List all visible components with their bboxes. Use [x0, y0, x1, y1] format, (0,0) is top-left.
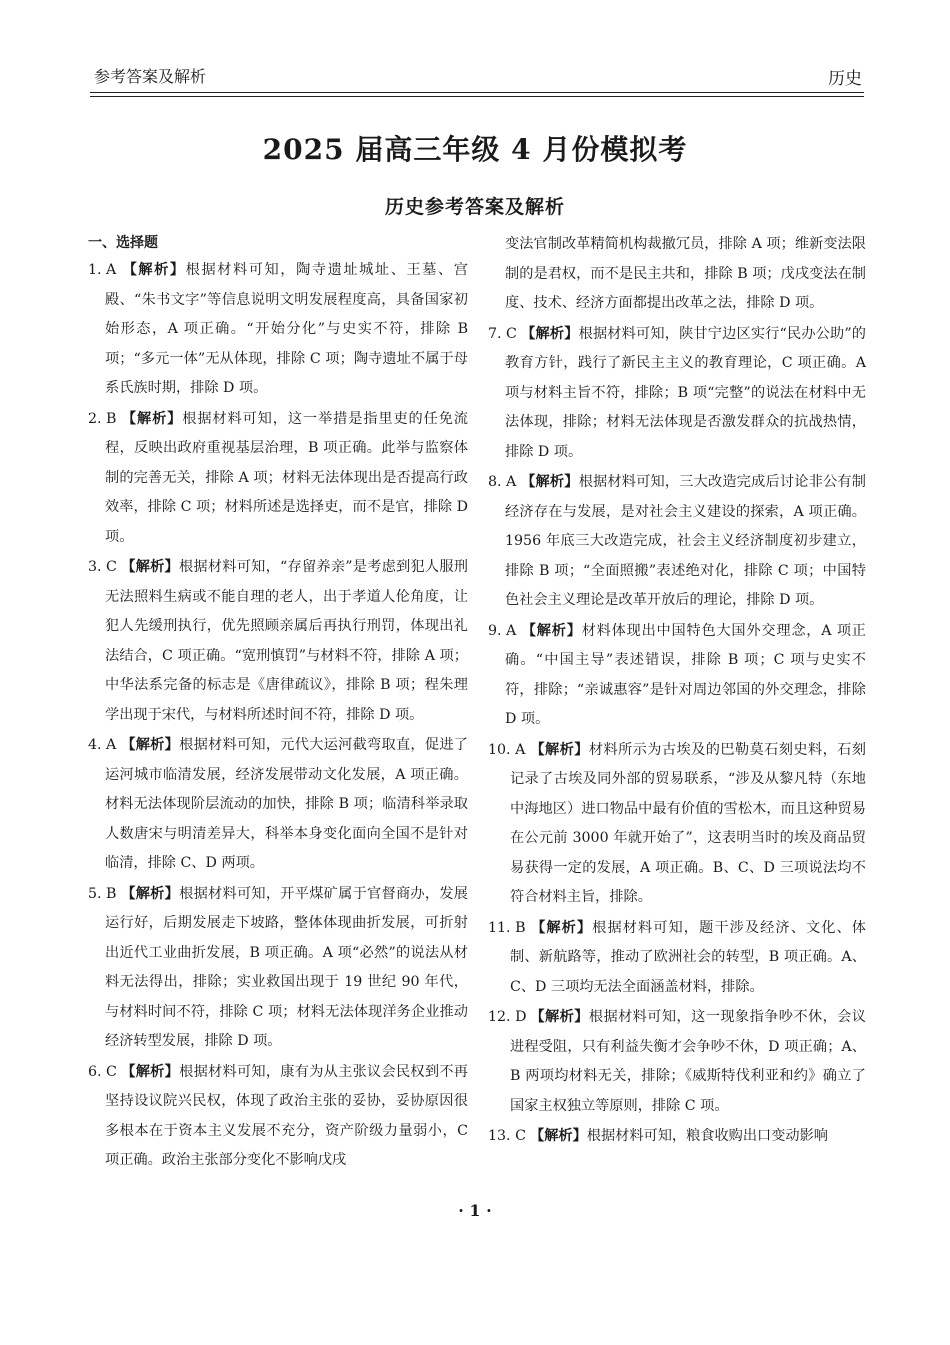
continued-answer-6: 变法官制改革精简机构裁撤冗员，排除 A 项；维新变法限制的是君权，而不是民主共和，排除 B 项；戊戌变法在制度、技术、经济方面都提出改革之法，排除 D 项。: [505, 236, 866, 311]
section-heading: 一、选择题: [88, 235, 158, 251]
answer-text: 根据材料可知，陶寺遗址城址、王墓、宫殿、“朱书文字”等信息说明文明发展程度高，具备国家初始形态，A 项正确。“开始分化”与史实不符，排除 B 项；“多元一体”无从体现，排除 C 项；陶寺遗址不属于母系氏族时期，排除 D 项。: [105, 262, 468, 396]
analysis-tag: 【解析】: [121, 885, 180, 902]
analysis-tag: 【解析】: [521, 325, 579, 342]
page-title: 2025 届高三年级 4 月份模拟考: [262, 133, 688, 166]
answer-number: 13. C: [488, 1128, 526, 1144]
analysis-tag: 【解析】: [530, 1009, 589, 1025]
answer-text: 根据材料可知，粮食收购出口变动影响: [586, 1128, 828, 1144]
left-column: [88, 230, 468, 1177]
analysis-tag: 【解析】: [121, 737, 180, 753]
answer-number: 10. A: [488, 741, 526, 758]
answer-number: 4. A: [88, 737, 117, 753]
analysis-tag: 【解析】: [121, 262, 186, 278]
header-rule-top: [90, 92, 864, 93]
answer-number: 2. B: [88, 410, 117, 427]
header-doc-type: 参考答案及解析: [94, 67, 207, 86]
answer-number: 1. A: [88, 262, 117, 278]
answer-item: [88, 1058, 468, 1176]
answer-item: [88, 731, 468, 879]
page-number: · 1 ·: [458, 1201, 492, 1220]
answer-text: 根据材料可知，陕甘宁边区实行“民办公助”的教育方针，践行了新民主主义的教育理论，C 项正确。A 项与材料主旨不符，排除；B 项“完整”的说法在材料中无法体现，排除；材料无法体现是否激发群众的抗战热情，排除 D 项。: [505, 325, 866, 460]
answer-text: 根据材料可知，元代大运河截弯取直，促进了运河城市临清发展，经济发展带动文化发展，A 项正确。材料无法体现阶层流动的加快，排除 B 项；临清科举录取人数唐宋与明清差异大，科举本身变化面向全国不是针对临清，排除 C、D 两项。: [105, 737, 468, 871]
analysis-tag: 【解析】: [121, 559, 179, 575]
answer-text: 材料所示为古埃及的巴勒莫石刻史料，石刻记录了古埃及同外部的贸易联系，“涉及从黎凡特（东地中海地区）进口物品中最有价值的雪松木，而且这种贸易在公元前 3000 年就开始了”，这表明当时的埃及商品贸易获得一定的发展，A 项正确。B、C、D 三项说法均不符合材料主旨，排除。: [510, 741, 866, 905]
answer-number: 5. B: [88, 885, 117, 902]
answer-text: 根据材料可知，开平煤矿属于官督商办，发展运行好，后期发展走下坡路，整体体现曲折发展，可折射出近代工业曲折发展，B 项正确。A 项“必然”的说法从材料无法得出，排除；实业救国出现于 19 世纪 90 年代，与材料时间不符，排除 C 项；材料无法体现洋务企业推动经济转型发展，排除 D 项。: [105, 885, 468, 1049]
answer-item: [488, 914, 866, 1003]
analysis-tag: 【解析】: [530, 919, 593, 936]
answer-number: 11. B: [488, 919, 526, 936]
header-rule-bottom: [90, 96, 864, 97]
answer-number: 9. A: [488, 622, 517, 639]
answer-item: [488, 1003, 866, 1121]
answer-number: 8. A: [488, 474, 517, 490]
analysis-tag: 【解析】: [530, 1128, 587, 1144]
answer-text: 根据材料可知，三大改造完成后讨论非公有制经济存在与发展，是对社会主义建设的探索，A 项正确。1956 年底三大改造完成，社会主义经济制度初步建立，排除 B 项；“全面照搬”表述绝对化，排除 C 项；中国特色社会主义理论是改革开放后的理论，排除 D 项。: [505, 474, 866, 608]
analysis-tag: 【解析】: [521, 622, 582, 639]
page-header: [90, 58, 864, 94]
answer-number: 12. D: [488, 1009, 527, 1025]
header-subject: 历史: [828, 69, 862, 89]
page-subtitle: 历史参考答案及解析: [384, 196, 565, 218]
answer-item: [488, 617, 866, 735]
answer-text: 材料体现出中国特色大国外交理念，A 项正确。“中国主导”表述错误，排除 B 项；C 项与史实不符，排除；“亲诚惠容”是针对周边邻国的外交理念，排除 D 项。: [505, 622, 866, 727]
analysis-tag: 【解析】: [521, 474, 579, 490]
answer-text: 根据材料可知，这一举措是指里吏的任免流程，反映出政府重视基层治理，B 项正确。此举与监察体制的完善无关，排除 A 项；材料无法体现出是否提高行政效率，排除 C 项；材料所述是选择吏，而不是官，排除 D 项。: [105, 410, 468, 545]
answer-item: [88, 256, 468, 404]
answer-number: 3. C: [88, 559, 117, 575]
answer-item: [488, 468, 866, 616]
answer-item: [488, 736, 866, 913]
answer-number: 7. C: [488, 325, 517, 342]
answer-text: 根据材料可知，题干涉及经济、文化、体制、新航路等，推动了欧洲社会的转型，B 项正确。A、C、D 三项均无法全面涵盖材料，排除。: [510, 919, 866, 995]
answer-item: [88, 405, 468, 553]
analysis-tag: 【解析】: [121, 410, 183, 427]
answer-text: 根据材料可知，“存留养亲”是考虑到犯人服刑无法照料生病或不能自理的老人，出于孝道人伦角度，让犯人先缓刑执行，优先照顾亲属后再执行刑罚，体现出礼法结合，C 项正确。“宽刑慎罚”与材料不符，排除 A 项；中华法系完备的标志是《唐律疏议》，排除 B 项；程朱理学出现于宋代，与材料所述时间不符，排除 D 项。: [105, 559, 468, 723]
answer-number: 6. C: [88, 1063, 117, 1080]
right-column: [488, 230, 866, 1153]
analysis-tag: 【解析】: [530, 741, 589, 758]
answer-item: [88, 553, 468, 730]
analysis-tag: 【解析】: [121, 1063, 180, 1080]
answer-item: [488, 320, 866, 468]
answer-text: 根据材料可知，这一现象指争吵不休，会议进程受阻，只有利益失衡才会争吵不休，D 项正确；A、B 两项均材料无关，排除；《威斯特伐利亚和约》确立了国家主权独立等原则，排除 C 项。: [510, 1009, 866, 1114]
answer-item: [488, 1122, 866, 1152]
answer-text: 根据材料可知，康有为从主张议会民权到不再坚持设议院兴民权，体现了政治主张的妥协，妥协原因很多根本在于资本主义发展不充分，资产阶级力量弱小，C 项正确。政治主张部分变化不影响戊戌: [105, 1063, 468, 1168]
answer-item: [88, 880, 468, 1057]
